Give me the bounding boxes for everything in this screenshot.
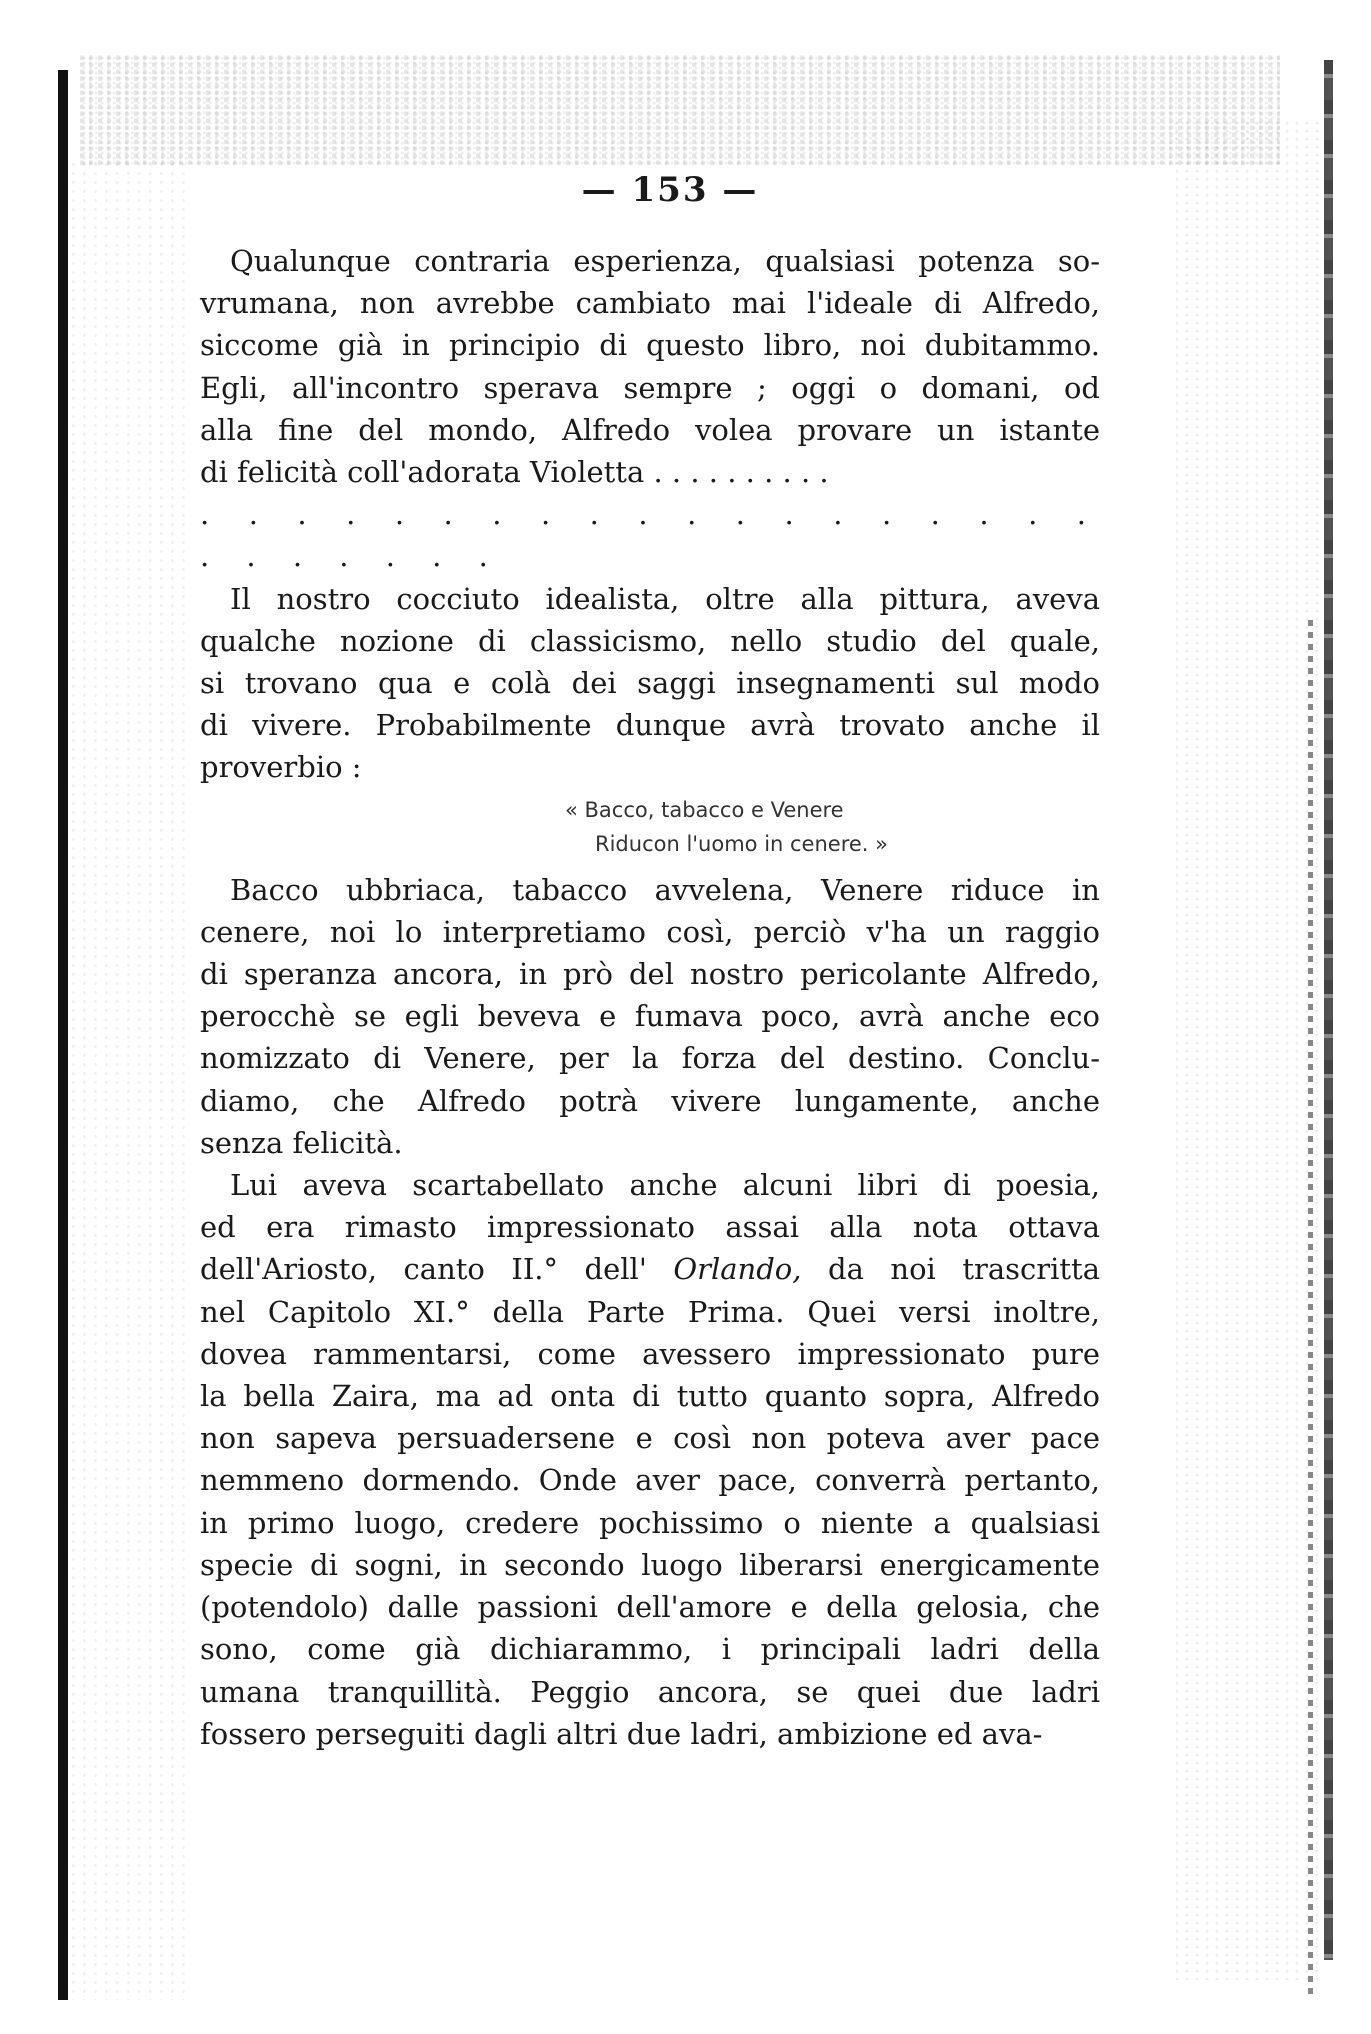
text-line: di felicità coll'adorata Violetta . . . . . . . . . . [200, 455, 829, 490]
text-line: alla fine del mondo, Alfredo volea provare un istante [200, 412, 1100, 447]
text-line: Lui aveva scartabellato anche alcuni libri di poesia, [230, 1168, 1100, 1203]
text-line: di vivere. Probabilmente dunque avrà trovato anche il [200, 708, 1100, 743]
text-line: specie di sogni, in secondo luogo liberarsi energicamente [200, 1547, 1100, 1582]
page-number: — 153 — [581, 170, 759, 210]
text-line: siccome già in principio di questo libro, noi dubitammo. [200, 328, 1100, 363]
text-line: dovea rammentarsi, come avessero impressionato pure [200, 1336, 1100, 1371]
ellipsis-separator [200, 493, 1100, 577]
text-line: Qualunque contraria esperienza, qualsiasi potenza so- [230, 244, 1100, 278]
book-page [200, 170, 1100, 1755]
paragraph-1 [200, 240, 1100, 493]
scan-spine-edge [58, 70, 68, 2000]
dots-line: . . . . . . . . . . . . . . . . . . . . . . . . . . [200, 497, 1100, 574]
text-line: qualche nozione di classicismo, nello studio del quale, [200, 623, 1100, 658]
text-line: sono, come già dichiarammo, i principali ladri della [200, 1632, 1100, 1667]
text-line: (potendolo) dalle passioni dell'amore e della gelosia, che [200, 1590, 1100, 1625]
text-line: perocchè se egli beveva e fumava poco, avrà anche eco [200, 999, 1100, 1034]
scan-right-edge-inner [1308, 620, 1313, 2000]
text-line: Il nostro cocciuto idealista, oltre alla pittura, aveva [230, 581, 1100, 616]
scan-noise-top [80, 55, 1280, 165]
scan-noise-right [1171, 120, 1321, 1980]
text-line: proverbio : [200, 750, 362, 785]
text-run: da noi trascritta [801, 1252, 1100, 1287]
text-line: vrumana, non avrebbe cambiato mai l'ideale di Alfredo, [200, 286, 1100, 321]
text-line: nel Capitolo XI.° della Parte Prima. Quei versi inoltre, [200, 1294, 1100, 1329]
paragraph-2 [200, 578, 1100, 789]
text-line-mixed [200, 1248, 1100, 1290]
text-line: Egli, all'incontro sperava sempre ; oggi o domani, od [200, 370, 1100, 405]
text-line: cenere, noi lo interpretiamo così, perciò v'ha un raggio [200, 914, 1100, 949]
verse-line: « Bacco, tabacco e Venere [565, 797, 844, 822]
paragraph-4 [200, 1164, 1100, 1755]
text-line: diamo, che Alfredo potrà vivere lungamente, anche [200, 1083, 1100, 1118]
verse-line: Riducon l'uomo in cenere. » [595, 831, 888, 856]
italic-title: Orlando, [673, 1252, 802, 1287]
text-line: senza felicità. [200, 1125, 403, 1160]
proverb-quote [200, 793, 1100, 861]
paragraph-3 [200, 869, 1100, 1164]
text-line: umana tranquillità. Peggio ancora, se quei due ladri [200, 1674, 1100, 1709]
text-line: Bacco ubbriaca, tabacco avvelena, Venere riduce in [230, 872, 1100, 907]
text-line: di speranza ancora, in prò del nostro pericolante Alfredo, [200, 957, 1100, 992]
text-line: nemmeno dormendo. Onde aver pace, converrà pertanto, [200, 1463, 1100, 1498]
scan-right-edge [1324, 60, 1333, 1960]
text-line: in primo luogo, credere pochissimo o niente a qualsiasi [200, 1505, 1100, 1540]
text-line: ed era rimasto impressionato assai alla nota ottava [200, 1210, 1100, 1245]
text-run: dell'Ariosto, canto II.° dell' [200, 1252, 674, 1287]
text-line: nomizzato di Venere, per la forza del destino. Conclu- [200, 1041, 1100, 1076]
text-line: non sapeva persuadersene e così non poteva aver pace [200, 1421, 1100, 1456]
text-line: la bella Zaira, ma ad onta di tutto quanto sopra, Alfredo [200, 1379, 1100, 1414]
scan-noise-left [70, 160, 190, 2000]
text-line: si trovano qua e colà dei saggi insegnamenti sul modo [200, 666, 1100, 701]
text-line: fossero perseguiti dagli altri due ladri, ambizione ed ava- [200, 1716, 1043, 1751]
